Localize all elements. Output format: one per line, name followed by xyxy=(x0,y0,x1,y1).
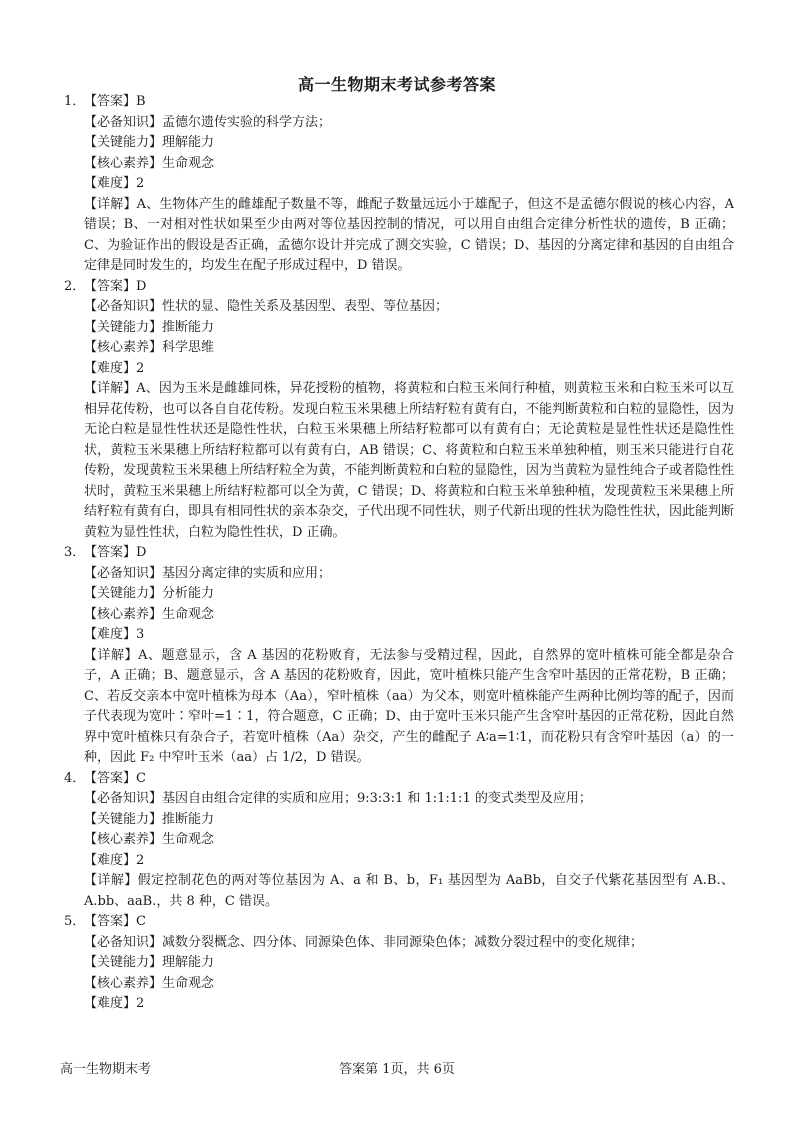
answer-list xyxy=(64,92,734,1015)
difficulty-row: 【难度】2 xyxy=(84,996,145,1011)
knowledge-row: 【必备知识】基因自由组合定律的实质和应用；9:3:3:1 和 1:1:1:1 的变式类型及应用； xyxy=(84,791,592,806)
detail-row xyxy=(64,871,734,912)
answer-row xyxy=(64,912,734,933)
knowledge-row: 【必备知识】减数分裂概念、四分体、同源染色体、非同源染色体；减数分裂过程中的变化规律； xyxy=(84,934,644,950)
detail-row xyxy=(64,195,734,277)
difficulty-row: 【难度】3 xyxy=(84,627,145,642)
detail-row xyxy=(64,646,734,769)
answer-row xyxy=(64,92,734,113)
ability-row: 【关键能力】分析能力 xyxy=(84,586,215,601)
question-number: 4． xyxy=(64,770,86,786)
literacy-row: 【核心素养】生命观念 xyxy=(84,832,215,847)
question-4 xyxy=(64,769,734,913)
question-number: 2． xyxy=(64,278,86,294)
question-3 xyxy=(64,543,734,769)
ability-row: 【关键能力】理解能力 xyxy=(84,135,215,150)
detail-text: 【详解】A、题意显示，含 A 基因的花粉败育，无法参与受精过程，因此，自然界的宽叶植株可能全都是杂合子，A 正确；B、题意显示，含 A 基因的花粉败育，因此，宽叶植株只能产生含窄叶基因的正常花粉，B 正确；C、若反交亲本中宽叶植株为母本（Aa），窄叶植株（aa）为父本，则宽叶植株能产生两种比例均等的配子，因而子代表现为宽叶∶窄叶=1∶1，符合题意，C 正确；D、由于宽叶玉米只能产生含窄叶基因的正常花粉，因此自然界中宽叶植株只有杂合子，若宽叶植株（Aa）杂交，产生的雌配子 A∶a=1∶1，而花粉只有含窄叶基因（a）的一种，因此 F₂ 中窄叶玉米（aa）占 1/2，D 错误。 xyxy=(84,647,734,765)
difficulty-row: 【难度】2 xyxy=(84,852,145,868)
question-number: 1． xyxy=(64,94,86,109)
knowledge-row: 【必备知识】性状的显、隐性关系及基因型、表型、等位基因； xyxy=(84,299,449,314)
difficulty-row: 【难度】2 xyxy=(84,176,145,191)
literacy-row: 【核心素养】生命观念 xyxy=(84,155,215,171)
literacy-row: 【核心素养】科学思维 xyxy=(84,340,215,355)
footer-exam-name: 高一生物期末考 xyxy=(60,1062,152,1077)
answer-text: 【答案】D xyxy=(84,545,147,560)
detail-text: 【详解】假定控制花色的两对等位基因为 A、a 和 B、b，F₁ 基因型为 AaBb，自交子代紫花基因型有 A.B.、A.bb、aaB.，共 8 种，C 错误。 xyxy=(84,873,734,909)
difficulty-row: 【难度】2 xyxy=(84,360,145,376)
ability-row: 【关键能力】推断能力 xyxy=(84,811,215,827)
detail-text: 【详解】A、生物体产生的雌雄配子数量不等，雌配子数量远远小于雄配子，但这不是孟德尔假说的核心内容，A 错误；B、一对相对性状如果至少由两对等位基因控制的情况，可以用自由组合定律分析性状的遗传，B 正确；C、为验证作出的假设是否正确，孟德尔设计并完成了测交实验，C 错误；D、基因的分离定律和基因的自由组合定律是同时发生的，均发生在配子形成过程中，D 错误。 xyxy=(84,196,734,273)
question-number: 5． xyxy=(64,914,86,929)
ability-row: 【关键能力】推断能力 xyxy=(84,319,215,335)
answer-row xyxy=(64,277,734,298)
question-number: 3． xyxy=(64,545,86,560)
question-5 xyxy=(64,912,734,1015)
literacy-row: 【核心素养】生命观念 xyxy=(84,975,215,991)
literacy-row: 【核心素养】生命观念 xyxy=(84,606,215,622)
page-title: 高一生物期末考试参考答案 xyxy=(297,75,496,94)
answer-row xyxy=(64,543,734,564)
answer-text: 【答案】C xyxy=(84,914,146,929)
answer-text: 【答案】C xyxy=(84,770,146,786)
knowledge-row: 【必备知识】孟德尔遗传实验的科学方法； xyxy=(84,114,332,130)
answer-text: 【答案】D xyxy=(84,278,147,294)
detail-row xyxy=(64,379,734,543)
footer-page-number: 答案第 1页，共 6页 xyxy=(339,1062,455,1077)
answer-row xyxy=(64,769,734,790)
answer-text: 【答案】B xyxy=(84,94,146,109)
question-2 xyxy=(64,277,734,544)
question-1 xyxy=(64,92,734,277)
knowledge-row: 【必备知识】基因分离定律的实质和应用； xyxy=(84,565,332,581)
ability-row: 【关键能力】理解能力 xyxy=(84,955,215,970)
detail-text: 【详解】A、因为玉米是雌雄同株，异花授粉的植物，将黄粒和白粒玉米间行种植，则黄粒玉米和白粒玉米可以互相异花传粉，也可以各自自花传粉。发现白粒玉米果穗上所结籽粒有黄有白，不能判断黄粒和白粒的显隐性，因为无论白粒是显性性状还是隐性性状，白粒玉米果穗上所结籽粒都可以有黄有白；无论黄粒是显性性状还是隐性性状，黄粒玉米果穗上所结籽粒都可以有黄有白，AB 错误；C、将黄粒和白粒玉米单独种植，则玉米只能进行自花传粉，发现黄粒玉米果穗上所结籽粒全为黄，不能判断黄粒和白粒的显隐性，因为当黄粒为显性纯合子或者隐性性状时，黄粒玉米果穗上所结籽粒都可以全为黄，C 错误；D、将黄粒和白粒玉米单独种植，发现黄粒玉米果穗上所结籽粒有黄有白，即具有相同性状的亲本杂交，子代出现不同性状，则子代新出现的性状为隐性性状，因此能判断黄粒为显性性状，白粒为隐性性状，D 正确。 xyxy=(84,381,735,540)
